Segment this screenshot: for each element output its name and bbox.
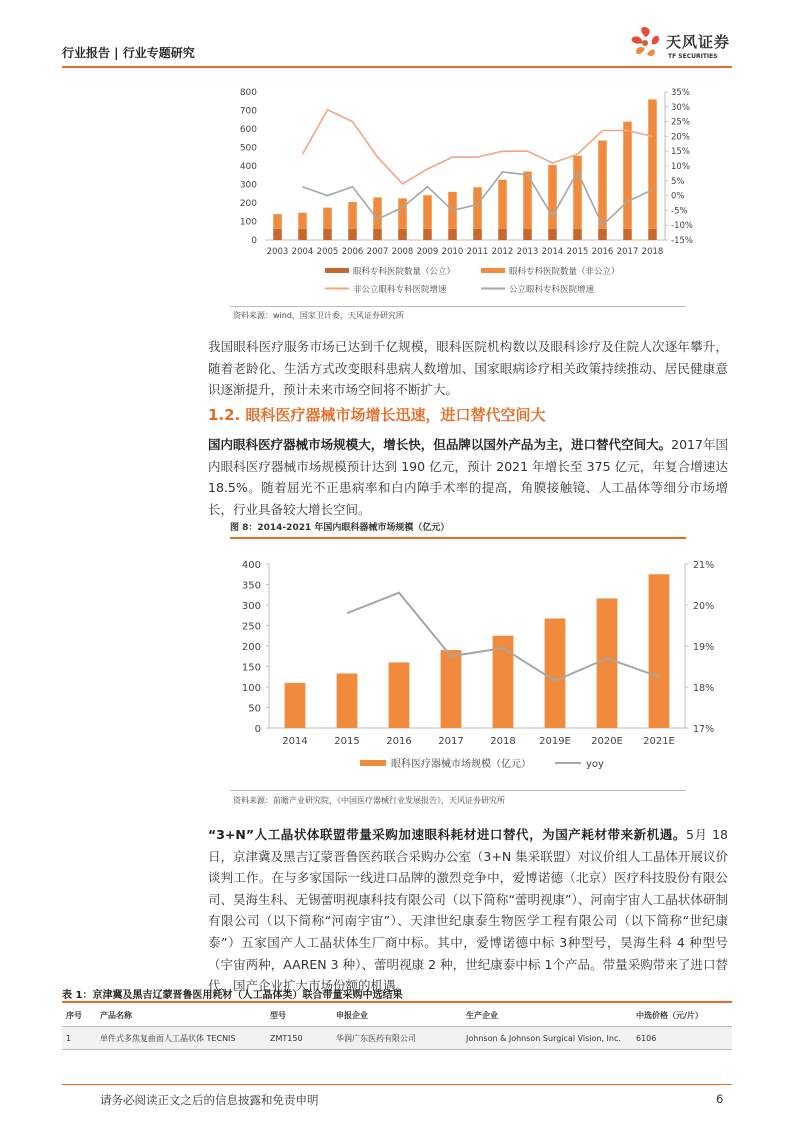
x-tick-label: 2003 [266, 247, 289, 257]
y-tick-label-left: 200 [241, 642, 261, 653]
x-tick-label: 2009 [416, 247, 439, 257]
x-tick-label: 2011 [466, 247, 489, 257]
y-tick-label-right: 5% [671, 176, 685, 187]
header-divider [62, 66, 732, 68]
table1-title-divider [62, 1001, 732, 1003]
bar-public [498, 229, 507, 240]
y-tick-label-left: 400 [239, 162, 257, 172]
x-tick-label: 2012 [491, 247, 514, 257]
y-tick-label-left: 500 [239, 143, 257, 154]
bar-private [623, 122, 632, 229]
y-tick-label-right: 25% [671, 117, 690, 128]
y-tick-label-left: 200 [239, 199, 257, 209]
x-tick-label: 2005 [316, 247, 339, 257]
y-tick-label-left: 400 [241, 560, 261, 571]
bar-private [323, 208, 332, 229]
legend-swatch [360, 760, 386, 766]
y-tick-label-left: 600 [239, 125, 257, 135]
bar-market-size [597, 598, 618, 728]
x-tick-label: 2015 [334, 736, 360, 747]
table-cell: 6106 [632, 1027, 732, 1050]
y-tick-label-right: 30% [671, 102, 690, 113]
paragraph-device-market [208, 434, 728, 520]
table-body [62, 1027, 732, 1050]
x-tick-label: 2017 [438, 736, 464, 747]
table-cell: 单件式多焦复曲面人工晶状体 TECNIS [96, 1027, 266, 1050]
table-cell: 1 [62, 1027, 96, 1050]
figure2-title-divider [230, 537, 686, 539]
y-tick-label-right: 19% [693, 642, 715, 653]
bar-market-size [545, 619, 566, 728]
bar-private [473, 187, 482, 229]
y-tick-label-right: 0% [671, 191, 685, 202]
legend-swatch [481, 268, 505, 273]
paragraph-volume-procurement-lead: “3+N”人工晶状体联盟带量采购加速眼科耗材进口替代，为国产耗材带来新机遇。 [208, 827, 686, 842]
bar-public [573, 229, 582, 240]
procurement-results-table [62, 1004, 732, 1050]
x-tick-label: 2015 [566, 247, 589, 257]
y-tick-label-right: -15% [671, 236, 693, 246]
section-title: 1.2. 眼科医疗器械市场增长迅速，进口替代空间大 [208, 406, 546, 424]
y-tick-label-right: 18% [693, 683, 715, 694]
logo-subtext: TF SECURITIES [668, 53, 718, 60]
x-tick-label: 2006 [341, 247, 364, 257]
bar-public [348, 229, 357, 240]
bar-public [373, 229, 382, 240]
table1-title: 表 1：京津冀及黑吉辽蒙晋鲁医用耗材（人工晶体类）联合带量采购中选结果 [62, 990, 403, 1001]
y-tick-label-left: 50 [248, 703, 261, 715]
table-header-cell: 序号 [62, 1004, 96, 1027]
x-tick-label: 2008 [391, 247, 414, 257]
bar-private [498, 180, 507, 229]
x-tick-label: 2020E [591, 736, 623, 747]
x-tick-label: 2016 [591, 247, 614, 257]
y-tick-label-right: -5% [671, 206, 688, 217]
x-tick-label: 2013 [516, 247, 539, 257]
y-tick-label-left: 0 [251, 236, 257, 246]
x-tick-label: 2021E [643, 736, 675, 747]
x-tick-label: 2017 [616, 247, 639, 257]
bar-public [523, 229, 532, 240]
x-tick-label: 2018 [490, 736, 516, 747]
figure1-source-divider [230, 306, 686, 307]
bar-public [623, 229, 632, 240]
bar-private [398, 198, 407, 229]
table-cell: Johnson & Johnson Surgical Vision, Inc. [462, 1027, 632, 1050]
y-tick-label-right: 20% [671, 132, 690, 143]
y-tick-label-left: 100 [239, 217, 257, 228]
bar-public [598, 229, 607, 240]
bar-market-size [441, 650, 462, 728]
y-tick-label-right: 35% [671, 88, 690, 98]
paragraph-volume-procurement [208, 824, 728, 997]
paragraph-device-market-body: 2017年国内眼科医疗器械市场规模预计达到 190 亿元，预计 2021 年增长至 375 亿元，年复合增速达 18.5%。随着屈光不正患病率和白内障手术率的提高，角膜接触镜、人工晶体等细分市场增长，行业具备较大增长空间。 [208, 437, 728, 517]
y-tick-label-left: 350 [241, 580, 261, 592]
hospital-count-chart [225, 80, 695, 305]
bar-private [423, 195, 432, 229]
bar-private [373, 197, 382, 228]
legend-label: 眼科医疗器械市场规模（亿元） [391, 759, 531, 770]
y-tick-label-left: 250 [241, 621, 261, 633]
figure1-source: 资料来源：wind，国家卫计委，天风证券研究所 [233, 311, 404, 320]
x-tick-label: 2016 [386, 736, 412, 747]
page-number: 6 [716, 1092, 724, 1106]
legend-label: yoy [586, 759, 604, 770]
bar-private [273, 214, 282, 229]
table-row [62, 1027, 732, 1050]
brand-logo [628, 24, 748, 66]
y-tick-label-left: 800 [239, 88, 257, 98]
bar-private [573, 156, 582, 229]
y-tick-label-right: -10% [671, 221, 693, 232]
bar-market-size [337, 673, 358, 728]
bar-public [323, 229, 332, 240]
y-tick-label-right: 20% [693, 601, 715, 612]
x-tick-label: 2007 [366, 247, 389, 257]
bar-public [473, 229, 482, 240]
x-tick-label: 2014 [541, 247, 564, 257]
y-tick-label-left: 700 [239, 106, 257, 117]
bar-private [548, 165, 557, 229]
y-tick-label-right: 17% [693, 724, 715, 735]
footer-disclaimer: 请务必阅读正文之后的信息披露和免责申明 [100, 1093, 319, 1107]
y-tick-label-left: 300 [239, 180, 257, 191]
device-market-chart [225, 548, 715, 784]
table-header-cell: 型号 [266, 1004, 332, 1027]
paragraph-volume-procurement-body: 5月 18 日，京津冀及黑吉辽蒙晋鲁医药联合采购办公室（3+N 集采联盟）对议价组人工晶体开展议价谈判工作。在与多家国际一线进口品牌的激烈竞争中，爱博诺德（北京）医疗科技股份有限公司、昊海生科、无锡蕾明视康科技有限公司（以下简称“蕾明视康”）、河南宇宙人工晶状体研制有限公司（以下简称“河南宇宙”）、天津世纪康泰生物医学工程有限公司（以下简称“世纪康泰”）五家国产人工晶状体生厂商中标。其中，爱博诺德中标 3种型号，昊海生科 4 种型号（宇宙两种，AAREN 3 种）、蕾明视康 2 种，世纪康泰中标 1个产品。带量采购带来了进口替代、国产企业扩大市场份额的机遇。 [208, 827, 728, 994]
x-tick-label: 2004 [291, 247, 314, 257]
bar-market-size [649, 574, 670, 728]
bar-market-size [389, 662, 410, 728]
bar-public [423, 229, 432, 240]
legend-label: 眼科专科医院数量（非公立） [509, 267, 620, 277]
bar-public [448, 229, 457, 240]
table-header-row [62, 1004, 732, 1027]
table-header-cell: 中选价格（元/片） [632, 1004, 732, 1027]
table-header-cell: 产品名称 [96, 1004, 266, 1027]
y-tick-label-left: 150 [241, 662, 261, 674]
bar-public [298, 229, 307, 240]
legend-swatch [325, 268, 349, 273]
table-cell: ZMT150 [266, 1027, 332, 1050]
x-tick-label: 2014 [282, 736, 308, 747]
bar-private [298, 213, 307, 229]
figure2-title: 图 8：2014-2021 年国内眼科器械市场规模（亿元） [230, 523, 450, 533]
x-tick-label: 2019E [539, 736, 571, 747]
bar-public [273, 229, 282, 240]
y-tick-label-left: 300 [241, 601, 261, 612]
y-tick-label-right: 15% [671, 147, 690, 158]
bar-private [598, 140, 607, 228]
paragraph-market-overview: 我国眼科医疗服务市场已达到千亿规模，眼科医院机构数以及眼科诊疗及住院人次逐年攀升，随着老龄化、生活方式改变眼科患病人数增加、国家眼病诊疗相关政策持续推动、居民健康意识逐渐提升，预计未来市场空间将不断扩大。 [208, 339, 728, 398]
bar-public [398, 229, 407, 240]
figure2-source-divider [230, 790, 686, 791]
y-tick-label-left: 0 [254, 724, 261, 735]
bar-private [348, 202, 357, 229]
legend-label: 非公立眼科专科医院增速 [353, 285, 447, 295]
y-tick-label-left: 100 [241, 683, 261, 694]
table-header-cell: 生产企业 [462, 1004, 632, 1027]
x-tick-label: 2010 [441, 247, 464, 257]
report-header: 行业报告 | 行业专题研究 [62, 46, 195, 60]
x-tick-label: 2018 [641, 247, 664, 257]
legend-label: 公立眼科专科医院增速 [509, 285, 595, 295]
table-cell: 华润广东医药有限公司 [332, 1027, 462, 1050]
legend-label: 眼科专科医院数量（公立） [353, 267, 456, 277]
paragraph-device-market-lead: 国内眼科医疗器械市场规模大，增长快，但品牌以国外产品为主，进口替代空间大。 [208, 437, 672, 452]
bar-market-size [285, 683, 306, 728]
footer-divider [62, 1084, 732, 1085]
bar-private [648, 99, 657, 229]
table-header-cell: 申报企业 [332, 1004, 462, 1027]
logo-flower-icon [628, 24, 664, 64]
y-tick-label-right: 21% [693, 560, 715, 571]
logo-text: 天风证券 [666, 33, 731, 51]
figure2-source: 资料来源：前瞻产业研究院，《中国医疗器械行业发展报告》，天风证券研究所 [233, 796, 505, 805]
y-tick-label-right: 10% [671, 162, 690, 172]
bar-public [548, 229, 557, 240]
bar-public [648, 229, 657, 240]
